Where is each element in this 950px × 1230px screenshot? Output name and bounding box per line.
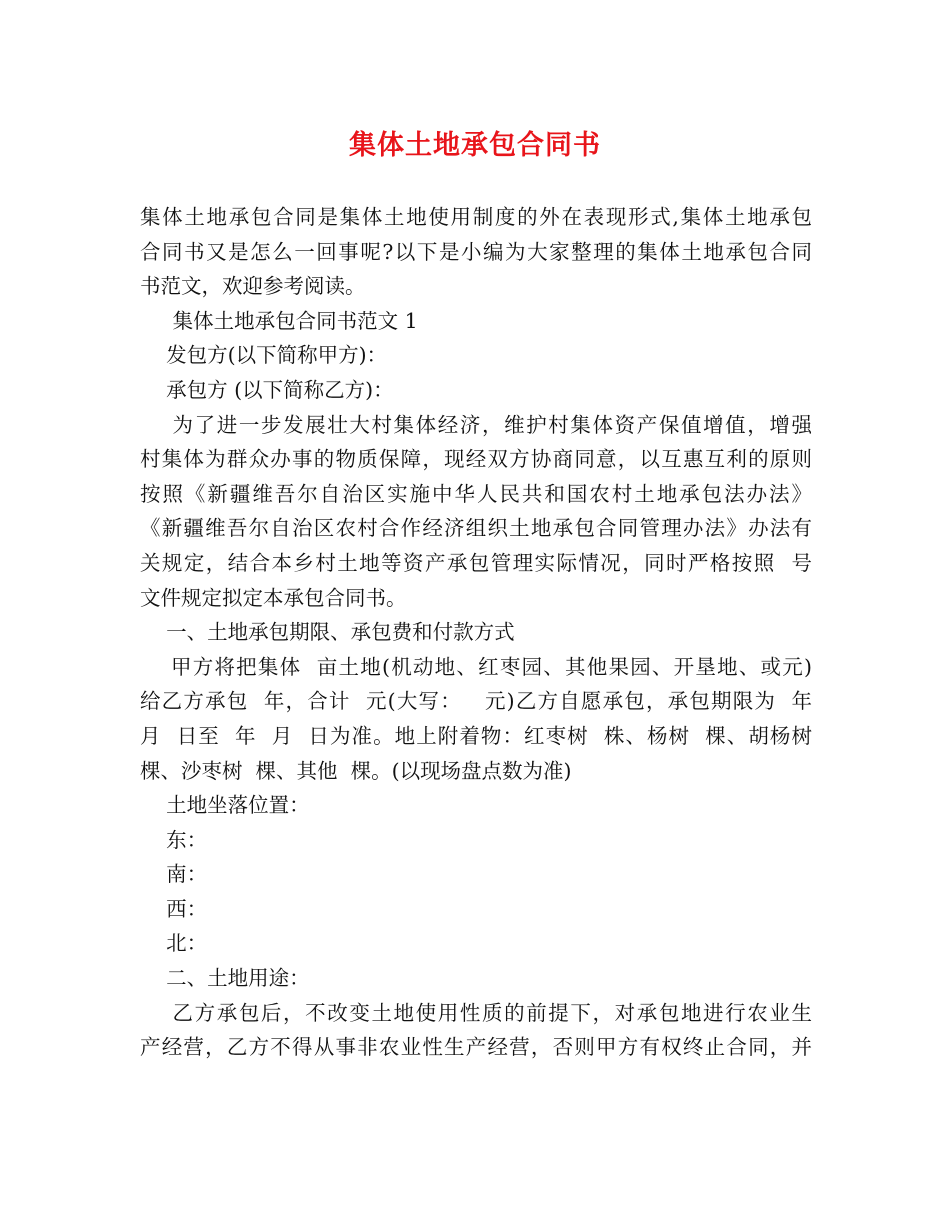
body-line: 为了进一步发展壮大村集体经济，维护村集体资产保值增值，增强 [140,412,812,437]
body-line: 村集体为群众办事的物质保障，现经双方协商同意，以互惠互利的原则 [140,447,812,472]
body-line: 合同书又是怎么一回事呢?以下是小编为大家整理的集体土地承包合同 [140,239,812,264]
section-heading: 集体土地承包合同书范文 1 [140,308,418,333]
body-line: 关规定，结合本乡村土地等资产承包管理实际情况，同时严格按照 号 [140,550,812,575]
body-line: 西： [140,896,208,921]
body-line: 书范文，欢迎参考阅读。 [140,274,366,299]
body-line: 北： [140,931,208,956]
section-heading: 一、土地承包期限、承包费和付款方式 [140,620,515,645]
body-line: 发包方(以下简称甲方)： [140,343,388,368]
body-line: 乙方承包后，不改变土地使用性质的前提下，对承包地进行农业生 [140,1000,812,1025]
body-line: 产经营，乙方不得从事非农业性生产经营，否则甲方有权终止合同，并 [140,1035,812,1060]
document-title: 集体土地承包合同书 [349,130,601,161]
document-body [140,200,812,1065]
body-line: 给乙方承包 年，合计 元(大写： 元)乙方自愿承包，承包期限为 年 [140,689,812,714]
body-line: 按照《新疆维吾尔自治区实施中华人民共和国农村土地承包法办法》 [140,481,812,506]
section-heading: 二、土地用途： [140,966,310,991]
body-line: 月 日至 年 月 日为准。地上附着物：红枣树 株、杨树 棵、胡杨树 [140,723,812,748]
body-line: 集体土地承包合同是集体土地使用制度的外在表现形式,集体土地承包 [140,205,812,229]
body-line: 土地坐落位置： [140,793,310,818]
body-line: 《新疆维吾尔自治区农村合作经济组织土地承包合同管理办法》办法有 [140,516,812,541]
body-line: 承包方 (以下简称乙方)： [140,377,394,402]
body-line: 文件规定拟定本承包合同书。 [140,585,407,610]
body-line: 东： [140,827,208,852]
body-line: 棵、沙枣树 棵、其他 棵。(以现场盘点数为准) [140,758,572,783]
body-line: 甲方将把集体 亩土地(机动地、红枣园、其他果园、开垦地、或元) [140,654,812,679]
body-line: 南： [140,862,208,887]
